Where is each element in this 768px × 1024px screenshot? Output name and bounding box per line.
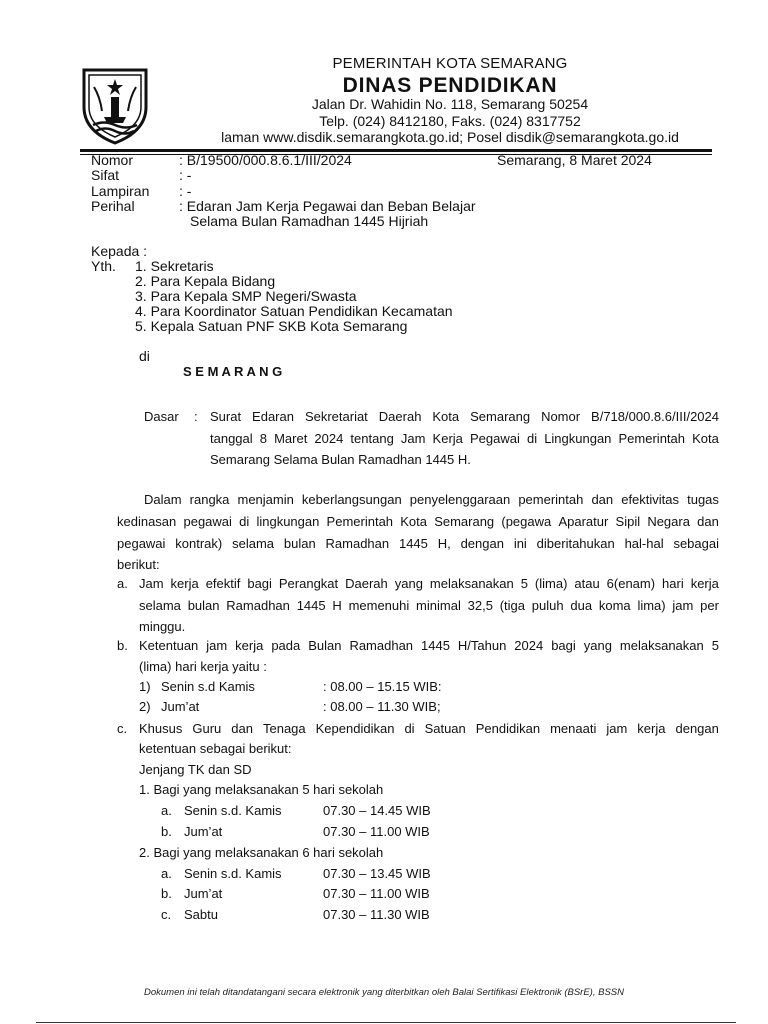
schedule-row-time: : 08.00 – 11.30 WIB; (323, 699, 441, 714)
group-row-time: 07.30 – 11.00 WIB (323, 886, 430, 901)
word: atau (574, 576, 600, 591)
word: kerja (235, 638, 264, 653)
word: efektivitas (621, 492, 680, 507)
word: 1445 (398, 536, 428, 551)
word: diberitahukan (536, 536, 615, 551)
group-title: 2. Bagi yang melaksanakan 6 hari sekolah (139, 845, 384, 860)
sifat-label: Sifat (91, 167, 120, 183)
perihal-value-line2: Selama Bulan Ramadhan 1445 Hijriah (190, 213, 429, 229)
word: bulan (283, 536, 316, 551)
nomor-value: : B/19500/000.8.6.1/III/2024 (179, 152, 352, 168)
recipient-item: 5. Kepala Satuan PNF SKB Kota Semarang (135, 318, 408, 334)
word: keberlangsungan (301, 492, 402, 507)
schedule-row-day: Senin s.d Kamis (161, 679, 255, 694)
point-c-line1 (139, 721, 719, 736)
jenjang-label: Jenjang TK dan SD (139, 762, 252, 777)
word: pemerintah (518, 492, 584, 507)
word: melaksanakan (619, 638, 704, 653)
word: pegawai (117, 536, 166, 551)
e-signature-notice: Dokumen ini telah ditandatangani secara elektronik yang diterbitkan oleh Balai Sertifikasi Elektronik (BSrE), BSSN (144, 987, 624, 998)
word: sebagai (673, 536, 719, 551)
word: lingkungan (256, 514, 320, 529)
word: bagi (247, 576, 272, 591)
word: selama (232, 536, 275, 551)
word: pegawai (183, 514, 232, 529)
word: efektif (205, 576, 241, 591)
word: Kota (692, 431, 719, 446)
word: selama (139, 598, 181, 613)
word: Semarang (434, 514, 495, 529)
schedule-row-num: 1) (139, 679, 151, 694)
word: Daerah (378, 409, 422, 424)
word: Lingkungan (544, 431, 612, 446)
letter-date: Semarang, 8 Maret 2024 (497, 152, 652, 168)
group-row-letter: b. (161, 886, 172, 901)
di-label: di (139, 348, 150, 364)
word: di (404, 721, 415, 736)
word: Satuan (424, 721, 466, 736)
group-row-time: 07.30 – 14.45 WIB (323, 803, 431, 818)
lampiran-label: Lampiran (91, 183, 150, 199)
sifat-value: : - (179, 167, 192, 183)
group-row-letter: b. (161, 824, 172, 839)
word: Sekretariat (304, 409, 368, 424)
word: Ketentuan (139, 638, 199, 653)
recipient-item: 2. Para Kepala Bidang (135, 273, 276, 289)
group-row-letter: a. (161, 803, 172, 818)
word: 1445 (421, 638, 450, 653)
word: bulan (187, 598, 220, 613)
word: (tiga (499, 598, 526, 613)
word: kedinasan (117, 514, 177, 529)
word: Jam (400, 431, 426, 446)
word: Pendidikan (475, 721, 541, 736)
word: Dalam (144, 492, 182, 507)
word: per (700, 598, 719, 613)
word: Pegawai (470, 431, 520, 446)
word: Negara (647, 514, 690, 529)
word: Sipil (615, 514, 641, 529)
word: minimal (416, 598, 461, 613)
word: H (332, 598, 342, 613)
word: Guru (192, 721, 222, 736)
group-row-time: 07.30 – 11.00 WIB (323, 824, 430, 839)
word: 5 (520, 576, 528, 591)
word: ini (513, 536, 527, 551)
word: Perangkat (278, 576, 339, 591)
intro-line3 (117, 536, 719, 551)
point-a-line1 (139, 576, 719, 591)
word: dan (231, 721, 253, 736)
word: (lima) (534, 576, 568, 591)
word: melaksanakan (429, 576, 514, 591)
yth-label: Yth. (91, 258, 116, 274)
perihal-value-line1: : Edaran Jam Kerja Pegawai dan Beban Belajar (179, 198, 476, 214)
group-row-day: Jum’at (184, 886, 223, 901)
word: Kota (432, 409, 460, 424)
word: Ramadhan (226, 598, 290, 613)
word: rangka (189, 492, 230, 507)
perihal-label: Perihal (91, 198, 135, 214)
dasar-line3: Semarang Selama Bulan Ramadhan 1445 H. (210, 452, 471, 467)
word: Khusus (139, 721, 183, 736)
word: yang (394, 576, 423, 591)
group-row-day: Sabtu (184, 907, 218, 922)
dasar-line2 (210, 431, 719, 446)
word: jam (206, 638, 228, 653)
point-b-marker: b. (117, 638, 128, 653)
word: menjamin (237, 492, 294, 507)
word: Maret (274, 431, 308, 446)
group-row-time: 07.30 – 11.30 WIB (323, 907, 430, 922)
word: Kota (400, 514, 427, 529)
schedule-row-day: Jum’at (161, 699, 200, 714)
word: Jam (139, 576, 164, 591)
word: tugas (687, 492, 719, 507)
word: Surat (210, 409, 242, 424)
word: di (239, 514, 250, 529)
group-row-letter: c. (161, 907, 172, 922)
word: Bulan (308, 638, 342, 653)
recipient-city: S E M A R A N G (183, 364, 283, 379)
word: 6(enam) (606, 576, 656, 591)
word: pada (271, 638, 301, 653)
word: lima) (637, 598, 666, 613)
word: dengan (675, 721, 719, 736)
word: Ramadhan (325, 536, 390, 551)
recipient-item: 1. Sekretaris (135, 258, 214, 274)
word: Aparatur (558, 514, 609, 529)
point-a-line2 (139, 598, 719, 613)
word: jam (606, 721, 628, 736)
group-title: 1. Bagi yang melaksanakan 5 hari sekolah (139, 782, 384, 797)
point-c-marker: c. (117, 721, 128, 736)
word: Kerja (432, 431, 463, 446)
city-emblem-icon (80, 67, 150, 145)
word: memenuhi (348, 598, 410, 613)
group-row-day: Senin s.d. Kamis (184, 866, 282, 881)
word: Pemerintah (326, 514, 394, 529)
word: dengan (460, 536, 504, 551)
kepada-label: Kepada : (91, 243, 148, 259)
word: kerja (690, 576, 719, 591)
word: Pemerintah (618, 431, 685, 446)
schedule-row-num: 2) (139, 699, 151, 714)
intro-line2 (117, 514, 719, 529)
word: Nomor (541, 409, 581, 424)
word: 8 (259, 431, 267, 446)
word: 2024 (514, 638, 544, 653)
word: Semarang (470, 409, 531, 424)
word: H/Tahun (457, 638, 507, 653)
word: (pegawa (501, 514, 552, 529)
word: koma (598, 598, 631, 613)
word: hari (662, 576, 684, 591)
word: puluh (531, 598, 564, 613)
agency-web-email: laman www.disdik.semarangkota.go.id; Posel disdik@semarangkota.go.id (221, 129, 679, 145)
agency-name: DINAS PENDIDIKAN (342, 74, 558, 97)
word: Ramadhan (349, 638, 414, 653)
word: Kependidikan (315, 721, 395, 736)
recipient-item: 4. Para Koordinator Satuan Pendidikan Kecamatan (135, 303, 453, 319)
schedule-row-time: : 08.00 – 15.15 WIB: (323, 679, 442, 694)
word: hal-hal (624, 536, 664, 551)
point-b-line1 (139, 638, 719, 653)
dasar-line1 (210, 409, 719, 424)
intro-line1 (144, 492, 719, 507)
word: H, (437, 536, 451, 551)
word: 2024 (314, 431, 344, 446)
word: tanggal (210, 431, 253, 446)
group-row-letter: a. (161, 866, 172, 881)
word: dua (570, 598, 593, 613)
lampiran-value: : - (179, 183, 192, 199)
group-row-day: Jum’at (184, 824, 223, 839)
dasar-colon: : (194, 409, 198, 424)
intro-line4: berikut: (117, 557, 160, 572)
point-c-line2: ketentuan sebagai berikut: (139, 741, 292, 756)
word: dan (697, 514, 719, 529)
word: menaati (550, 721, 597, 736)
agency-address: Jalan Dr. Wahidin No. 118, Semarang 50254 (311, 96, 589, 112)
word: Daerah (345, 576, 388, 591)
point-a-line3: minggu. (139, 619, 186, 634)
word: 32,5 (467, 598, 493, 613)
word: Tenaga (262, 721, 306, 736)
dasar-label: Dasar (144, 409, 179, 424)
group-row-time: 07.30 – 13.45 WIB (323, 866, 431, 881)
government-name: PEMERINTAH KOTA SEMARANG (332, 55, 568, 72)
point-a-marker: a. (117, 576, 128, 591)
word: 5 (711, 638, 719, 653)
word: di (526, 431, 538, 446)
word: bagi (551, 638, 576, 653)
agency-phone: Telp. (024) 8412180, Faks. (024) 8317752 (319, 113, 581, 129)
group-row-day: Senin s.d. Kamis (184, 803, 282, 818)
word: yang (583, 638, 612, 653)
word: penyelenggaraan (409, 492, 511, 507)
word: jam (672, 598, 694, 613)
nomor-label: Nomor (91, 152, 134, 168)
point-b-line2: (lima) hari kerja yaitu : (139, 659, 267, 674)
word: dan (591, 492, 614, 507)
word: kerja (170, 576, 199, 591)
word: tentang (350, 431, 394, 446)
word: kerja (637, 721, 666, 736)
footer-rule (36, 1022, 736, 1023)
word: B/718/000.8.6/III/2024 (591, 409, 719, 424)
word: kontrak) (175, 536, 223, 551)
word: 1445 (296, 598, 326, 613)
word: Edaran (252, 409, 294, 424)
recipient-item: 3. Para Kepala SMP Negeri/Swasta (135, 288, 357, 304)
